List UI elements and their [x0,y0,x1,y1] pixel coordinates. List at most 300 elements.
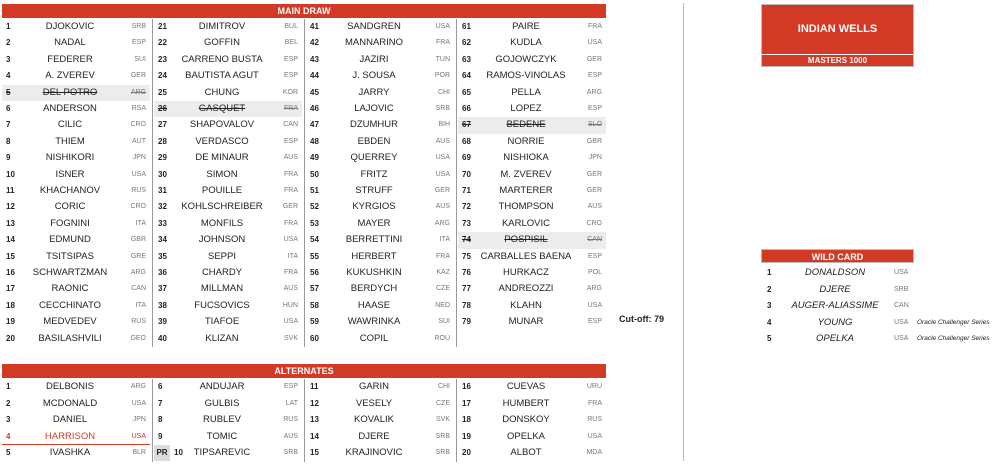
wild-card-number: 4 [767,317,772,327]
player-name: KOHLSCHREIBER [181,201,263,213]
country-code: GER [586,187,602,194]
seed-number: 6 [6,104,11,113]
player-name: MILLMAN [200,283,244,295]
player-row [306,232,454,248]
player-row [154,265,302,281]
player-row [306,265,454,281]
country-code: USA [587,432,602,440]
player-row [2,52,150,68]
player-row [2,167,150,183]
seed-number: 39 [158,317,167,327]
country-code: TUN [435,55,450,63]
seed-number: 23 [158,54,167,64]
seed-number: 16 [462,382,471,391]
country-code: ITA [135,219,146,227]
player-name: DONSKOY [502,414,550,426]
country-code: GER [282,203,298,211]
player-row [2,331,150,347]
player-row [154,183,302,199]
player-name: PAIRE [512,21,540,32]
seed-number: 12 [6,202,15,212]
seed-number: 44 [310,71,319,81]
country-code: ARG [586,88,602,96]
seed-number: 72 [462,202,471,212]
player-row [458,167,606,183]
player-name: TIAFOE [204,316,240,328]
wild-card-name: YOUNG [817,316,853,328]
player-name: GOJOWCZYK [495,53,557,65]
player-name: THIEM [55,135,85,147]
country-code: JPN [132,416,146,424]
country-code: AUS [435,203,450,211]
seed-number: 4 [6,431,11,441]
seed-number: 69 [462,153,471,163]
player-row [306,35,454,51]
player-name: TOMIC [206,430,238,442]
seed-number: 34 [158,235,167,245]
player-row [458,412,606,429]
country-code: USA [131,170,146,178]
player-row [154,19,302,35]
seed-number: 7 [158,398,163,408]
seed-number: 8 [158,415,163,425]
player-row [458,52,606,68]
seed-number: 2 [6,398,11,408]
player-name: JOHNSON [198,234,246,246]
country-code: GER [130,72,146,80]
player-row [2,314,150,330]
player-name: CHARDY [201,267,243,278]
player-name: KRAJINOVIC [345,447,403,459]
player-name: SEPPI [208,250,236,262]
player-row [306,281,454,297]
country-code: AUS [283,285,298,293]
country-code: GER [586,170,602,178]
player-row [458,379,606,396]
player-row [458,68,606,84]
country-code: CRO [130,203,146,211]
player-row [154,117,302,133]
player-row [2,232,150,248]
player-name: KARLOVIC [501,217,551,229]
seed-number: 1 [6,22,11,31]
player-name: MONFILS [200,217,244,229]
country-code: ARG [586,285,602,293]
country-code: SRB [435,105,450,112]
seed-number: 52 [310,202,319,212]
country-code: POR [434,72,450,80]
player-name: RUBLEV [202,414,241,426]
player-name: GASQUET [198,103,246,114]
player-row [2,265,150,281]
player-name: SCHWARTZMAN [32,267,108,278]
country-code: USA [587,301,602,309]
player-row [458,199,606,215]
seed-number: 19 [462,431,471,441]
vertical-divider [683,3,684,461]
player-name: LOPEZ [510,103,542,114]
seed-number: 6 [158,382,163,391]
player-name: KLAHN [510,299,542,311]
country-code: CRO [586,219,602,227]
seed-number: 20 [462,448,471,458]
seed-number: 2 [6,38,11,48]
player-row [154,281,302,297]
player-row [154,331,302,347]
seed-number: 1 [6,382,11,391]
country-code: CZE [436,399,450,407]
player-name: HURKACZ [503,267,549,278]
seed-number: 55 [310,251,319,261]
country-code: FRA [436,39,450,47]
country-code: CRO [130,121,146,129]
player-name: MANNARINO [344,37,404,49]
country-code: RSA [131,105,146,112]
player-row [458,101,606,117]
seed-number: 13 [310,415,319,425]
player-name: OPELKA [506,430,546,442]
player-row [154,199,302,215]
player-name: QUERREY [350,152,398,164]
country-code: ESP [587,72,602,80]
seed-number: 71 [462,186,471,195]
player-row [2,396,150,413]
country-code: GER [434,187,450,194]
player-name: LAJOVIC [354,103,394,114]
wild-card-note: Oracle Challenger Series [917,335,990,342]
player-name: COPIL [359,332,389,344]
seed-number: 53 [310,218,319,228]
country-code: BEL [284,39,298,47]
player-name: A. ZVEREV [45,70,95,82]
column-separator [152,379,153,462]
player-row [306,314,454,330]
player-row [154,134,302,150]
player-name: KLIZAN [205,332,239,344]
seed-number: 14 [6,235,15,245]
seed-number: 75 [462,251,471,261]
player-row [458,314,606,330]
wild-card-country: CAN [894,302,909,309]
seed-number: 3 [6,415,11,425]
seed-number: 8 [6,136,11,146]
player-row [458,150,606,166]
country-code: AUS [587,203,602,211]
column-separator [152,19,153,347]
player-row [306,249,454,265]
wild-card-row [761,315,990,332]
seed-number: 18 [6,300,15,310]
player-row [154,396,302,413]
player-row [2,101,150,117]
country-code: NED [435,301,450,309]
player-row [154,167,302,183]
seed-number: 78 [462,300,471,310]
player-row [458,183,606,199]
player-row [154,150,302,166]
country-code: SRB [435,449,450,457]
player-name: NADAL [54,37,86,49]
player-name: BAUTISTA AGUT [185,70,259,82]
seed-number: 22 [158,38,167,48]
country-code: ESP [283,55,298,63]
player-name: BEDENE [506,119,546,131]
country-code: RUS [587,416,602,424]
country-code: GBR [130,236,146,244]
seed-number: 54 [310,235,319,245]
country-code: AUT [132,137,146,145]
seed-number: 68 [462,136,471,146]
player-name: GOFFIN [204,37,240,49]
player-name: NISHIKORI [45,152,95,164]
alternates-title: ALTERNATES [274,366,334,376]
seed-number: 13 [6,218,15,228]
country-code: FRA [284,187,298,194]
country-code: SUI [134,55,146,63]
player-name: FEDERER [47,53,93,65]
country-code: CAN [283,121,298,129]
player-row [306,183,454,199]
player-row [154,232,302,248]
seed-number: 7 [6,120,11,130]
country-code: CHI [437,88,450,96]
player-row [306,429,454,446]
player-row [154,429,302,446]
wild-card-row [761,298,914,315]
player-row [2,216,150,232]
country-code: FRA [436,252,450,260]
wild-card-number: 3 [767,301,772,310]
player-row [458,216,606,232]
country-code: ARG [130,269,146,276]
seed-number: 67 [462,120,471,130]
country-code: USA [435,170,450,178]
player-row [458,232,606,248]
country-code: RUS [131,187,146,194]
tournament-level: MASTERS 1000 [762,55,913,66]
wild-card-number: 5 [767,334,772,343]
protected-ranking-badge: PR [154,445,170,461]
country-code: USA [131,432,146,440]
country-code: JPN [588,154,602,162]
seed-number: 43 [310,54,319,64]
player-name: HUMBERT [502,397,550,409]
player-name: WAWRINKA [347,316,401,328]
player-row [458,429,606,446]
player-row [458,445,606,462]
wild-card-country: USA [894,318,909,326]
player-row [458,396,606,413]
player-name: FOGNINI [50,217,90,229]
country-code: BIH [438,121,450,129]
country-code: SRB [131,23,146,30]
player-name: MARTERER [499,185,553,196]
seed-number: 37 [158,284,167,294]
seed-number: 35 [158,251,167,261]
player-name: HERBERT [351,250,397,262]
country-code: USA [283,318,298,326]
player-row [306,331,454,347]
player-name: CHUNG [204,86,240,98]
seed-number: 20 [6,333,15,343]
country-code: FRA [284,269,298,276]
player-row [2,35,150,51]
seed-number: 4 [6,71,11,81]
wild-card-name: AUGER-ALIASSIME [791,300,879,311]
seed-number: 12 [310,398,319,408]
country-code: AUS [283,432,298,440]
country-code: BUL [284,23,298,30]
player-row [306,117,454,133]
player-name: BERRETTINI [345,234,403,246]
player-name: ANDUJAR [199,381,245,392]
player-name: ISNER [55,168,85,180]
country-code: ESP [131,39,146,47]
wild-card-title: WILD CARD [811,252,864,262]
country-code: AUS [283,154,298,162]
wild-card-country: USA [894,335,909,342]
player-row [306,150,454,166]
player-row [306,298,454,314]
player-row [2,68,150,84]
country-code: ITA [135,301,146,309]
seed-number: 14 [310,431,319,441]
player-name: CARBALLES BAENA [480,250,572,262]
seed-number: 24 [158,71,167,81]
wild-card-country: SRB [894,285,909,293]
player-row [458,35,606,51]
player-name: FUCSOVICS [194,299,250,311]
seed-number: 28 [158,136,167,146]
player-row [154,35,302,51]
country-code: USA [435,154,450,162]
wild-card-name: DONALDSON [804,267,866,278]
player-row [458,249,606,265]
player-row [154,314,302,330]
seed-number: 49 [310,153,319,163]
player-name: CARRENO BUSTA [181,53,263,65]
player-name: SHAPOVALOV [189,119,255,131]
player-row [458,298,606,314]
seed-number: 17 [462,398,471,408]
player-row [2,379,150,396]
player-name: SANDGREN [347,21,401,32]
seed-number: 56 [310,268,319,277]
country-code: USA [435,23,450,30]
player-name: KUDLA [510,37,542,49]
player-row [458,281,606,297]
seed-number: 3 [6,54,11,64]
player-row [2,183,150,199]
country-code: FRA [284,105,298,112]
player-name: GULBIS [204,397,240,409]
player-name: CUEVAS [506,381,546,392]
seed-number: 31 [158,186,167,195]
player-row [154,445,302,462]
player-row [458,85,606,101]
player-name: EDMUND [49,234,91,246]
player-name: SIMON [206,168,238,180]
seed-number: 50 [310,169,319,179]
seed-number: 51 [310,186,319,195]
country-code: BLR [132,449,146,457]
player-row [154,101,302,117]
country-code: GEO [130,334,146,342]
seed-number: 63 [462,54,471,64]
player-name: KHACHANOV [39,185,101,196]
seed-number: 48 [310,136,319,146]
player-name: CILIC [57,119,83,131]
seed-number: 76 [462,268,471,277]
player-name: ANDERSON [43,103,97,114]
country-code: FRA [588,23,602,30]
player-name: DANIEL [52,414,88,426]
seed-number: 15 [6,251,15,261]
player-name: MUNAR [508,316,544,328]
country-code: CAN [587,236,602,244]
player-name: VERDASCO [195,135,249,147]
main-draw-table [2,19,606,350]
player-name: GARIN [358,381,390,392]
country-code: FRA [284,170,298,178]
player-name: PELLA [511,86,541,98]
country-code: SUI [438,318,450,326]
country-code: SLO [587,121,602,129]
wild-card-row [761,331,990,348]
player-row [154,412,302,429]
tournament-name: INDIAN WELLS [762,5,913,54]
country-code: FRA [588,399,602,407]
country-code: AUS [435,137,450,145]
seed-number: 38 [158,300,167,310]
player-row [306,445,454,462]
player-name: MCDONALD [42,397,98,409]
wild-card-number: 1 [767,268,772,277]
player-row [2,19,150,35]
player-row [154,249,302,265]
seed-number: 9 [6,153,11,163]
country-code: ESP [587,105,602,112]
player-row [306,396,454,413]
seed-number: 18 [462,415,471,425]
country-code: ESP [283,137,298,145]
player-name: TSITSIPAS [46,250,94,262]
country-code: ESP [587,318,602,326]
seed-number: 62 [462,38,471,48]
player-row [306,68,454,84]
seed-number: 59 [310,317,319,327]
alternates-table [2,379,606,463]
player-row [2,412,150,429]
player-row [2,249,150,265]
country-code: SVK [283,334,298,342]
player-name: TIPSAREVIC [193,447,251,459]
player-name: DZUMHUR [349,119,399,131]
seed-number: 29 [158,153,167,163]
country-code: KAZ [436,269,450,276]
seed-number: 77 [462,284,471,294]
seed-number: 27 [158,120,167,130]
player-name: DE MINAUR [195,152,249,164]
player-name: JAZIRI [359,53,389,65]
seed-number: 60 [310,333,319,343]
player-name: VESELY [355,397,393,409]
country-code: ITA [439,236,450,244]
column-separator [304,19,305,347]
player-row [458,117,606,133]
country-code: ROU [434,334,450,342]
player-row [2,298,150,314]
